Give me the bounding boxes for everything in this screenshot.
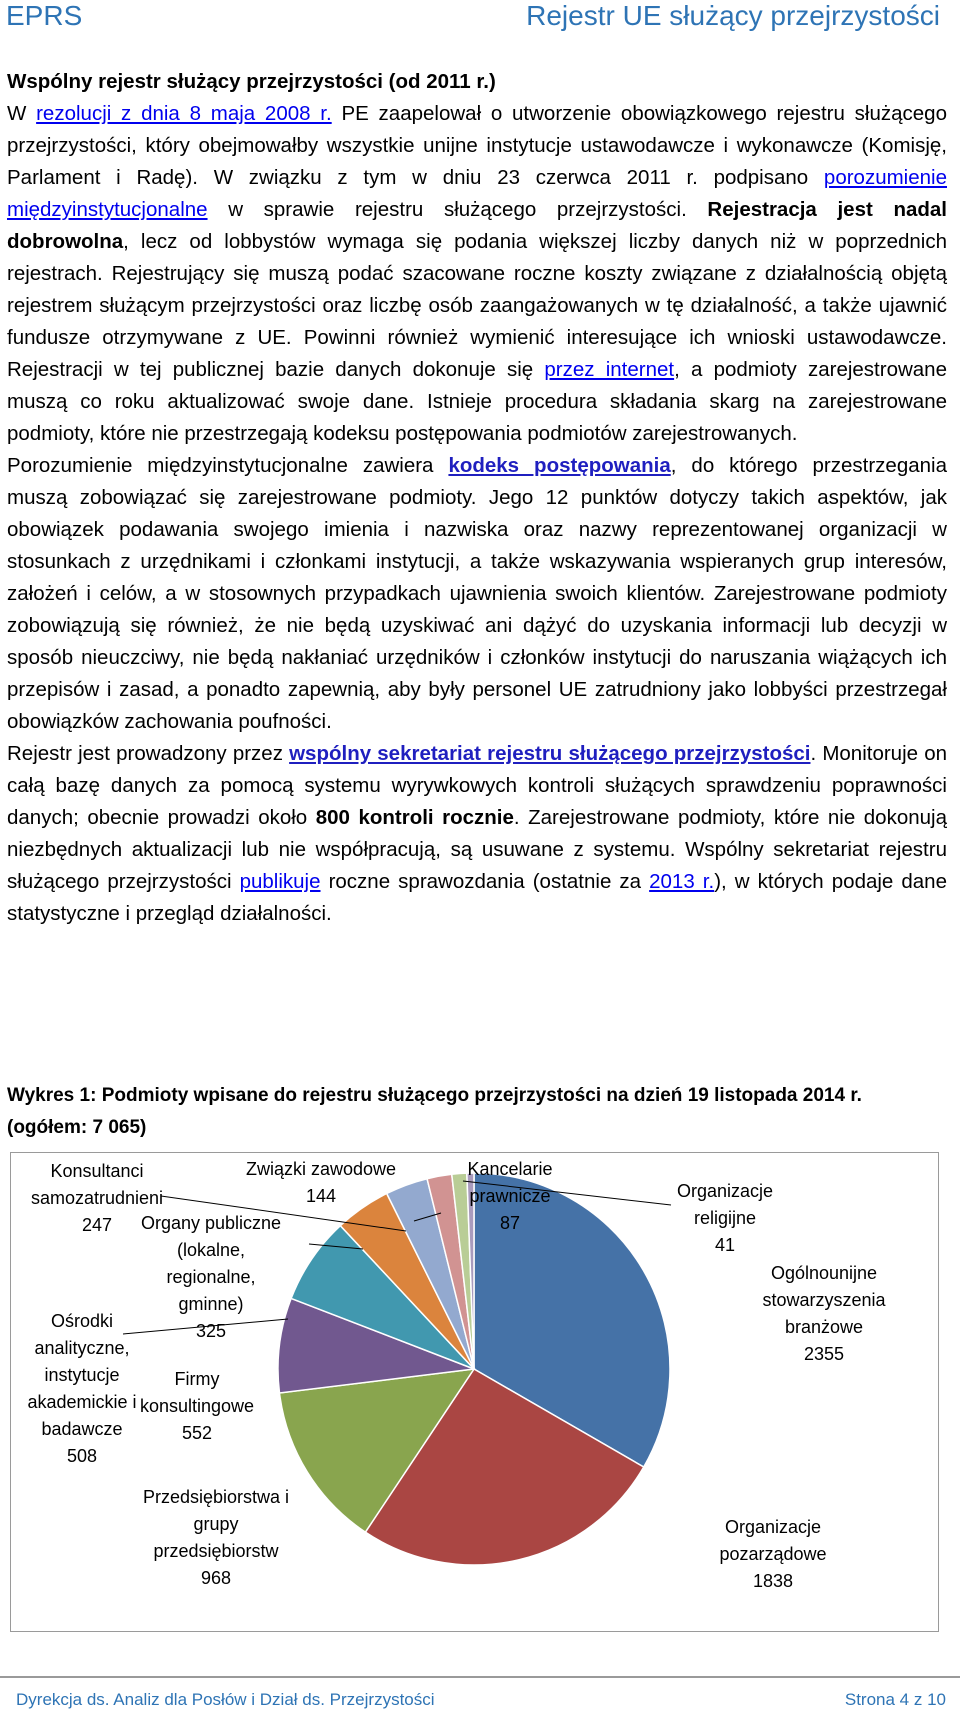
paragraph-3: Rejestr jest prowadzony przez wspólny sekretariat rejestru służącego przejrzystości. Monitoruje on całą bazę danych za pomocą systemu wyrywkowych kontroli służących sprawdzeniu poprawności danych; obecnie prowadzi około 800 kontroli rocznie. Zarejestrowane podmioty, które nie dokonują niezbędnych aktualizacji lub nie współpracują, są usuwane z systemu. Wspólny sekretariat rejestru służącego przejrzystości publikuje roczne sprawozdania (ostatnie za 2013 r.), w których podaje dane statystyczne i przegląd działalności. — [7, 742, 947, 925]
paragraph-1: W rezolucji z dnia 8 maja 2008 r. PE zaapelował o utworzenie obowiązkowego rejestru służącego przejrzystości, który obejmowałby wszystkie unijne instytucje ustawodawcze i wykonawcze (Komisję, Parlament i Radę). W związku z tym w dniu 23 czerwca 2011 r. podpisano porozumienie międzyinstytucjonalne w sprawie rejestru służącego przejrzystości. Rejestracja jest nadal dobrowolna, lecz od lobbystów wymaga się podania większej liczby danych niż w poprzednich rejestrach. Rejestrujący się muszą podać szacowane roczne koszty związane z działalnością objętą rejestrem służącym przejrzystości oraz liczbę osób zaangażowanych w tę działalność, a także ujawnić fundusze otrzymywane z UE. Powinni również wymienić interesujące ich wnioski ustawodawcze. Rejestracji w tej publicznej bazie danych dokonuje się przez internet, a podmioty zarejestrowane muszą co roku aktualizować swoje dane. Istnieje procedura składania skarg na zarejestrowane podmioty, które nie przestrzegają kodeksu postępowania podmiotów zarejestrowanych. — [7, 102, 947, 445]
pie-slice-label: Przedsiębiorstwa i grupy przedsiębiorstw 968 — [142, 1487, 290, 1588]
header-title: Rejestr UE służący przejrzystości — [526, 0, 940, 31]
pie-slice-label: Organy publiczne (lokalne, regionalne, gminne) 325 — [140, 1213, 282, 1341]
pie-slice-label: Ośrodki analityczne, instytucje akademickie i badawcze 508 — [27, 1311, 137, 1466]
link-report-2013[interactable]: 2013 r. — [649, 870, 715, 893]
section-title: Wspólny rejestr służący przejrzystości (od 2011 r.) — [7, 70, 496, 93]
pie-chart-svg — [11, 1153, 938, 1631]
pie-slice-label: Organizacje religijne 41 — [676, 1181, 774, 1255]
pie-slice-label: Związki zawodowe 144 — [245, 1159, 397, 1206]
header-brand: EPRS — [6, 0, 83, 31]
pie-slice-label: Kancelarie prawnicze 87 — [467, 1159, 553, 1233]
pie-slice-label: Ogólnounijne stowarzyszenia branżowe 2355 — [762, 1263, 886, 1364]
document-body — [7, 66, 947, 930]
pie-slice-label: Firmy konsultingowe 552 — [139, 1369, 255, 1443]
footer-divider — [0, 1676, 960, 1678]
figure-title: Wykres 1: Podmioty wpisane do rejestru służącego przejrzystości na dzień 19 listopada 2014 r. (ogółem: 7 065) — [7, 1085, 862, 1138]
paragraph-2: Porozumienie międzyinstytucjonalne zawiera kodeks postępowania, do którego przestrzegania muszą zobowiązać się zarejestrowane podmioty. Jego 12 punktów dotyczy takich aspektów, jak obowiązek podawania swojego imienia i nazwiska oraz nazwy reprezentowanej organizacji w stosunkach z urzędnikami i członkami instytucji, a także wskazywania wspieranych grup interesów, założeń i celów, a w stosownych przypadkach ujawnienia swoich klientów. Zarejestrowane podmioty zobowiązują się również, że nie będą uzyskiwać ani dążyć do uzyskania informacji lub decyzji w sposób nieuczciwy, nie będą nakłaniać urzędników i członków instytucji do naruszania wiążących ich przepisów i zasad, a ponadto zapewnią, aby były personel UE zatrudniony jako lobbyści przestrzegał obowiązków zachowania poufności. — [7, 454, 947, 733]
link-code-of-conduct[interactable]: kodeks postępowania — [448, 454, 671, 477]
page-number: Strona 4 z 10 — [844, 1690, 946, 1709]
link-publishes[interactable]: publikuje — [239, 870, 321, 893]
pie-slice-label: Konsultanci samozatrudnieni 247 — [30, 1161, 164, 1235]
page-header — [0, 0, 960, 40]
link-via-internet[interactable]: przez internet — [544, 358, 675, 381]
pie-slice-label: Organizacje pozarządowe 1838 — [719, 1517, 827, 1591]
link-resolution-2008[interactable]: rezolucji z dnia 8 maja 2008 r. — [36, 102, 332, 125]
footer-department: Dyrekcja ds. Analiz dla Posłów i Dział ds. Przejrzystości — [16, 1690, 435, 1709]
pie-chart — [10, 1152, 939, 1632]
link-interinstitutional-agreement[interactable]: porozumienie międzyinstytucjonalne — [7, 166, 947, 221]
link-joint-secretariat[interactable]: wspólny sekretariat rejestru służącego przejrzystości — [289, 742, 811, 765]
